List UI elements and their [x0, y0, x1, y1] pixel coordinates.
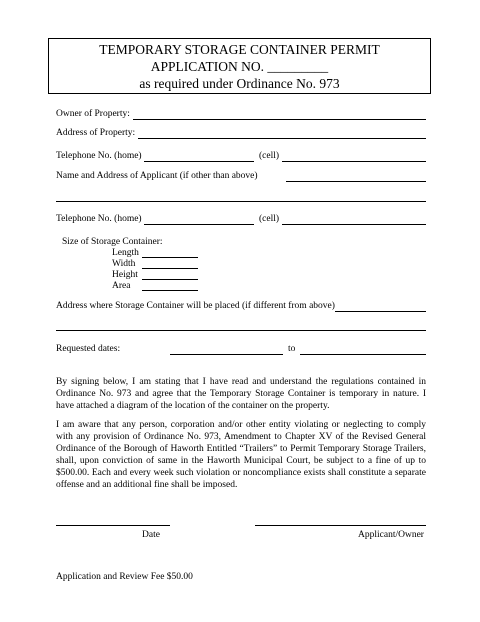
size-heading: Size of Storage Container: — [62, 237, 163, 247]
owner-field[interactable] — [133, 119, 426, 120]
form-title: TEMPORARY STORAGE CONTAINER PERMIT — [99, 42, 380, 57]
telephone-home-label-2: Telephone No. (home) — [56, 214, 142, 224]
area-label: Area — [112, 281, 131, 291]
placement-field[interactable] — [335, 311, 426, 312]
fee-note: Application and Review Fee $50.00 — [56, 572, 193, 582]
applicant-field-line2[interactable] — [56, 201, 426, 202]
width-field[interactable] — [142, 268, 198, 269]
area-field[interactable] — [142, 290, 198, 291]
width-label: Width — [112, 259, 136, 269]
end-date-field[interactable] — [300, 354, 426, 355]
start-date-field[interactable] — [170, 354, 283, 355]
length-label: Length — [112, 248, 139, 258]
length-field[interactable] — [142, 257, 198, 258]
to-label: to — [288, 344, 296, 354]
cell-field[interactable] — [282, 161, 426, 162]
placement-field-line2[interactable] — [56, 330, 426, 331]
agreement-paragraph: By signing below, I am stating that I have read and understand the regulations contained in Ordinance No. 973 and agree that the Temporary Storage Container is temporary in nature. I have attached a diagram of the location of the container on the property. — [56, 377, 426, 411]
form-header — [48, 38, 431, 94]
address-field[interactable] — [138, 138, 426, 139]
applicant-owner-label: Applicant/Owner — [358, 530, 424, 540]
ordinance-subtitle: as required under Ordinance No. 973 — [139, 76, 340, 91]
telephone-home-label: Telephone No. (home) — [56, 151, 142, 161]
telephone-home-field[interactable] — [144, 161, 254, 162]
height-label: Height — [112, 270, 138, 280]
date-signature-line[interactable] — [56, 525, 170, 526]
cell-field-2[interactable] — [282, 224, 426, 225]
application-number: APPLICATION NO. _________ — [150, 59, 329, 74]
requested-dates-label: Requested dates: — [56, 344, 121, 354]
applicant-field[interactable] — [286, 181, 426, 182]
cell-label: (cell) — [259, 151, 280, 161]
date-label: Date — [142, 530, 160, 540]
applicant-label: Name and Address of Applicant (if other than above) — [56, 171, 258, 181]
placement-label: Address where Storage Container will be placed (if different from above) — [56, 301, 335, 311]
owner-label: Owner of Property: — [56, 109, 130, 119]
applicant-signature-line[interactable] — [255, 525, 426, 526]
cell-label-2: (cell) — [259, 214, 280, 224]
penalty-paragraph: I am aware that any person, corporation and/or other entity violating or neglecting to comply with any provision of Ordinance No. 973, Amendment to Chapter XV of the Revised General Ordinance of the Borough of Haworth Entitled “Trailers” to Permit Temporary Storage Trailers, shall, upon conviction of same in the Haworth Municipal Court, be subject to a fine of up to $500.00. Each and every week such violation or noncompliance exists shall constitute a separate offense and an additional fine shall be imposed. — [56, 420, 426, 490]
address-label: Address of Property: — [56, 128, 136, 138]
height-field[interactable] — [142, 279, 198, 280]
telephone-home-field-2[interactable] — [144, 224, 254, 225]
